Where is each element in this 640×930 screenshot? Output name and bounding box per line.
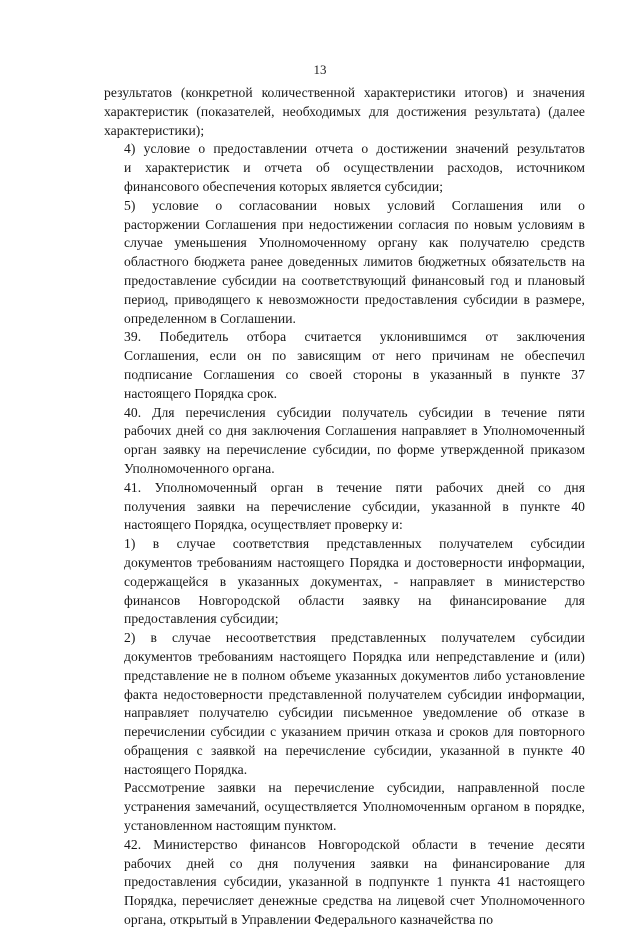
text-line: устранения замечаний, осуществляется Уполномоченным органом в порядке, xyxy=(124,799,585,815)
text-line: предоставления субсидии; xyxy=(124,611,279,627)
page-number: 13 xyxy=(313,62,327,77)
text-line: результатов (конкретной количественной характеристики итогов) и значения xyxy=(104,85,585,100)
text-line: 1) в случае соответствия представленных получателем субсидии xyxy=(124,536,585,552)
paragraph xyxy=(104,328,585,403)
text-line: Порядка, перечисляет денежные средства на лицевой счет Уполномоченного xyxy=(124,893,585,909)
paragraph xyxy=(104,779,585,835)
text-line: рабочих дней со дня получения заявки на финансирование для xyxy=(124,855,585,871)
text-line: Рассмотрение заявки на перечисление субсидии, направленной после xyxy=(124,780,585,796)
text-line: 5) условие о согласовании новых условий Соглашения или о xyxy=(124,197,585,213)
paragraph xyxy=(104,629,585,779)
paragraph xyxy=(104,140,585,196)
text-line: перечислении субсидии с указанием причин отказа и сроков для повторного xyxy=(124,724,585,740)
text-line: расторжении Соглашения при недостижении согласия по новым условиям в xyxy=(124,216,585,232)
text-line: 41. Уполномоченный орган в течение пяти рабочих дней со дня xyxy=(124,479,585,495)
text-line: документов требованиям настоящего Порядка или непредставление и (или) xyxy=(124,648,585,664)
text-line: получения заявки на перечисление субсидии, указанной в пункте 40 xyxy=(124,498,585,514)
paragraph xyxy=(104,836,585,930)
text-line: факта недостоверности представленной получателем субсидии информации, xyxy=(124,686,585,702)
text-line: направляет получателю субсидии письменное уведомление об отказе в xyxy=(124,705,585,721)
paragraph xyxy=(104,479,585,535)
text-line: период, приводящего к невозможности предоставления субсидии в размере, xyxy=(124,291,585,307)
text-line: документов требованиям настоящего Порядка и достоверности информации, xyxy=(124,554,585,570)
text-line: характеристики); xyxy=(104,122,205,138)
text-line: настоящего Порядка срок. xyxy=(124,385,278,401)
text-line: Уполномоченного органа. xyxy=(124,460,275,476)
text-line: 39. Победитель отбора считается уклонившимся от заключения xyxy=(124,329,585,345)
text-line: определенном в Соглашении. xyxy=(124,310,296,326)
text-line: и характеристик и отчета об осуществлении расходов, источником xyxy=(124,160,585,176)
paragraph xyxy=(104,535,585,629)
text-line: 4) условие о предоставлении отчета о достижении значений результатов xyxy=(124,141,585,157)
document-body xyxy=(104,84,585,930)
text-line: финансов Новгородской области заявку на финансирование для xyxy=(124,592,585,608)
text-line: установленном настоящим пунктом. xyxy=(124,818,337,834)
text-line: характеристик (показателей, необходимых для достижения результата) (далее xyxy=(104,103,585,119)
text-line: случае уменьшения Уполномоченному органу как получателю средств xyxy=(124,235,585,251)
text-line: предоставление субсидии на соответствующий финансовый год и плановый xyxy=(124,272,585,288)
text-line: областного бюджета ранее доведенных лимитов бюджетных обязательств на xyxy=(124,254,585,270)
text-line: орган заявку на перечисление субсидии, по форме утвержденной приказом xyxy=(124,442,585,458)
text-line: 42. Министерство финансов Новгородской области в течение десяти xyxy=(124,836,585,852)
text-line: настоящего Порядка, осуществляет проверку и: xyxy=(124,517,403,533)
text-line: 2) в случае несоответствия представленных получателем субсидии xyxy=(124,630,585,646)
text-line: настоящего Порядка. xyxy=(124,761,248,777)
text-line: рабочих дней со дня заключения Соглашения направляет в Уполномоченный xyxy=(124,423,585,439)
text-line: финансового обеспечения которых является субсидии; xyxy=(124,178,444,194)
paragraph xyxy=(104,404,585,479)
text-line: 40. Для перечисления субсидии получатель субсидии в течение пяти xyxy=(124,404,585,420)
text-line: содержащейся в указанных документах, - направляет в министерство xyxy=(124,573,585,589)
text-line: органа, открытый в Управлении Федерального казначейства по xyxy=(124,912,494,928)
text-line: обращения с заявкой на перечисление субсидии, указанной в пункте 40 xyxy=(124,742,585,758)
text-line: Соглашения, если он по зависящим от него причинам не обеспечил xyxy=(124,348,585,364)
text-line: подписание Соглашения со своей стороны в указанный в пункте 37 xyxy=(124,366,585,382)
paragraph xyxy=(104,84,585,140)
text-line: представление не в полном объеме указанных документов либо установление xyxy=(124,667,585,683)
text-line: предоставления субсидии, указанной в подпункте 1 пункта 41 настоящего xyxy=(124,874,585,890)
paragraph xyxy=(104,197,585,329)
